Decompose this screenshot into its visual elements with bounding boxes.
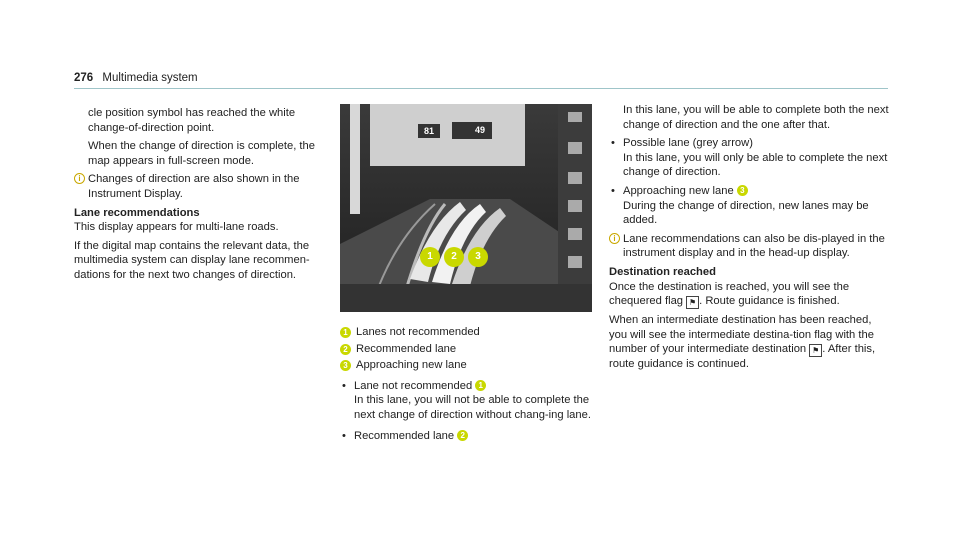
callout-badge: 2 <box>340 344 351 355</box>
legend-item <box>340 342 592 357</box>
paragraph: cle position symbol has reached the white change-of-direction point. <box>88 107 296 134</box>
paragraph: If the digital map contains the relevant data, the multimedia system can display lane recommen-dations for the next two changes of direction. <box>74 239 310 281</box>
paragraph: This display appears for multi-lane roads. <box>74 221 279 234</box>
legend-item <box>340 358 592 373</box>
paragraph <box>609 280 891 310</box>
callout-badge: 1 <box>340 327 351 338</box>
page-number: 276 <box>74 72 94 84</box>
page-header <box>74 72 198 84</box>
legend-text: Lanes not recommended <box>356 326 480 338</box>
navigation-screenshot <box>340 104 592 312</box>
bullet-item <box>340 429 592 444</box>
bullet-label: Recommended lane <box>354 429 455 442</box>
paragraph: In this lane, you will be able to complete both the next change of direction and the one after that. <box>623 104 889 131</box>
paragraph-text: . After this, route guidance is continued. <box>609 343 876 371</box>
tip <box>74 172 326 201</box>
info-icon: i <box>74 173 85 184</box>
paragraph <box>609 313 891 372</box>
paragraph-text: . Route guidance is finished. <box>699 295 840 308</box>
tip <box>609 232 891 261</box>
paragraph-text: When an intermediate destination has been reached, you will see the intermediate destina-tion flag with the number of your intermediate destination <box>609 314 874 356</box>
bullet-item: • Possible lane (grey arrow) <box>609 136 891 151</box>
header-rule <box>74 88 888 89</box>
section-heading: Destination reached <box>609 265 716 278</box>
callout-label-2: 2 <box>451 251 457 262</box>
tip-text: Changes of direction are also shown in the Instrument Display. <box>88 173 300 200</box>
map-illustration <box>340 104 592 312</box>
intermediate-flag-icon: ⚑ <box>809 344 822 357</box>
bullet-label: Lane not recommended <box>354 379 473 392</box>
bullet-label: Approaching new lane <box>623 184 734 197</box>
tip-text: Lane recommendations can also be dis-played in the instrument display and in the head-up display. <box>623 232 885 260</box>
middle-column <box>340 325 592 447</box>
callout-badge: 1 <box>475 380 486 391</box>
bullet-text: During the change of direction, new lanes may be added. <box>623 199 869 227</box>
bullet-item <box>340 379 592 394</box>
chequered-flag-icon: ⚑ <box>686 296 699 309</box>
callout-label-1: 1 <box>427 251 433 262</box>
callout-badge: 3 <box>340 360 351 371</box>
legend-text: Approaching new lane <box>356 359 467 372</box>
section-title: Multimedia system <box>102 72 198 84</box>
paragraph: When the change of direction is complete, the map appears in full-screen mode. <box>88 140 315 167</box>
bullet-text: In this lane, you will not be able to complete the next change of direction without chang-ing lane. <box>354 394 591 421</box>
bullet-item <box>609 184 891 199</box>
paragraph-text: Once the destination is reached, you will see the chequered flag <box>609 280 850 308</box>
right-column <box>609 103 891 376</box>
callout-badge: 2 <box>457 430 468 441</box>
bullet-text: In this lane, you will only be able to complete the next change of direction. <box>623 151 888 179</box>
left-column <box>74 106 326 287</box>
legend-item <box>340 325 592 340</box>
info-icon: i <box>609 233 620 244</box>
section-heading: Lane recommendations <box>74 206 200 219</box>
callout-label-3: 3 <box>475 251 481 262</box>
callout-badge: 3 <box>737 185 748 196</box>
exit-number: 81 <box>423 126 434 136</box>
exit-distance: 49 <box>474 125 485 135</box>
legend-text: Recommended lane <box>356 342 457 355</box>
